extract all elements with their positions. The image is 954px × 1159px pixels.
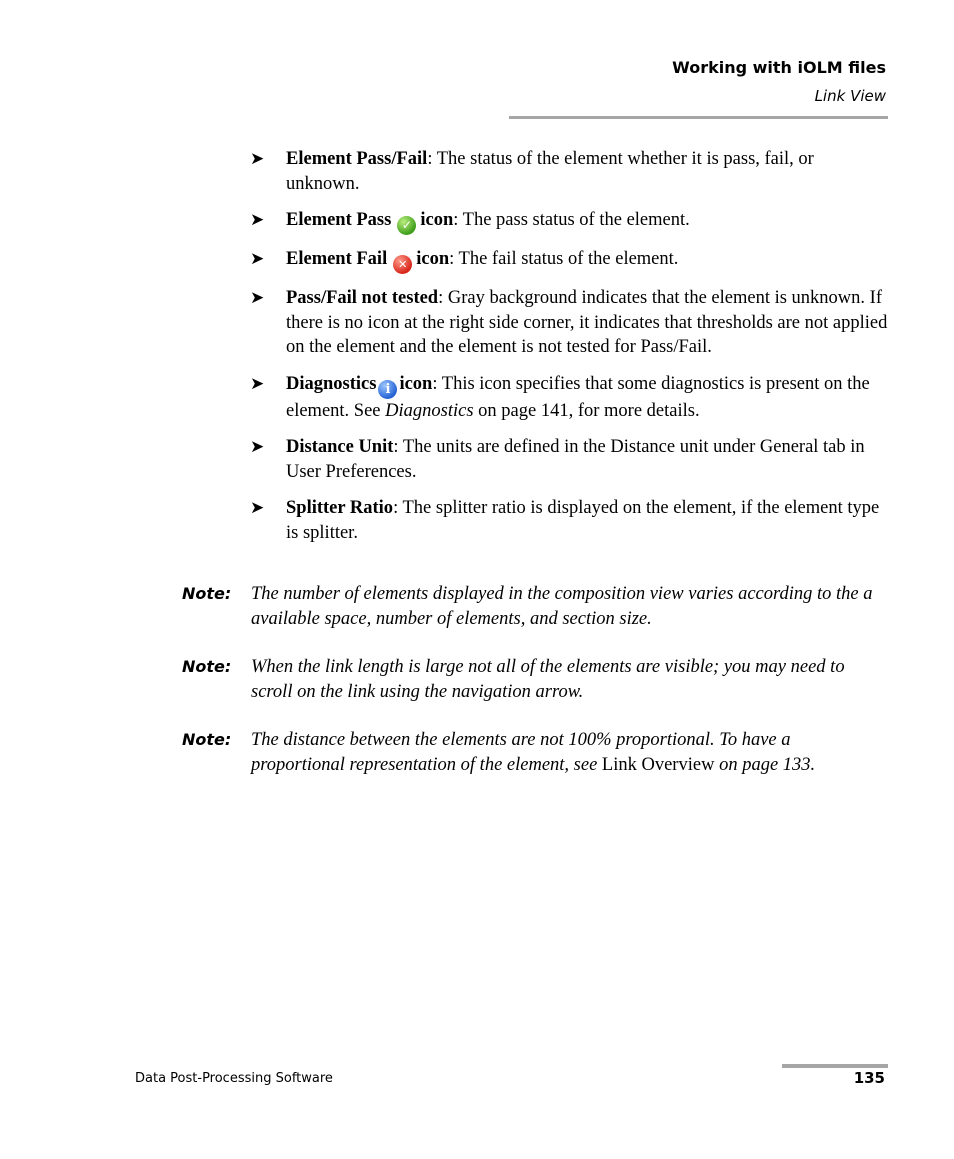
note-text-tail: on page 133. [714, 754, 816, 775]
bullet-term: Element Pass [286, 210, 392, 230]
bullet-text-tail: on page 141, for more details. [473, 400, 700, 421]
arrow-bullet-icon: ➤ [250, 210, 265, 230]
bullet-text: : Gray background indicates that the element is unknown. If there is no icon at the right side corner, it indicates that thresholds are not applied on the element and the element is not tested for Pass/Fail. [286, 288, 888, 357]
note-text: The distance between the elements are not 100% proportional. To have a proportional representation of the element, see [251, 730, 791, 775]
arrow-bullet-icon: ➤ [250, 249, 265, 269]
note-label: Note: [182, 657, 232, 676]
running-header-subtitle: Link View [814, 87, 886, 105]
bullet-text: : The pass status of the element. [453, 210, 690, 230]
bullet-text: : This icon specifies that some diagnostics is present on the element. See [286, 373, 870, 421]
note [182, 655, 882, 704]
bullet-item [250, 435, 890, 484]
arrow-bullet-icon: ➤ [250, 498, 265, 518]
note [182, 582, 882, 631]
bullet-text: : The fail status of the element. [449, 249, 679, 269]
note-label: Note: [182, 584, 232, 603]
note-text: When the link length is large not all of the elements are visible; you may need to scroll on the link using the navigation arrow. [251, 657, 845, 702]
footer-product-name: Data Post-Processing Software [135, 1071, 333, 1086]
footer-rule [782, 1064, 888, 1068]
bullet-item [250, 147, 890, 196]
arrow-bullet-icon: ➤ [250, 437, 265, 457]
bullet-term: Pass/Fail not tested [286, 288, 439, 308]
note-text: The number of elements displayed in the composition view varies according to the a available space, number of elements, and section size. [251, 584, 873, 629]
bullet-term-suffix: icon [416, 249, 450, 269]
bullet-item [250, 208, 890, 235]
bullet-term: Diagnostics [286, 373, 377, 394]
notes-section [182, 582, 882, 801]
bullet-item [250, 286, 890, 360]
header-rule [509, 116, 888, 119]
bullet-list [250, 147, 890, 557]
arrow-bullet-icon: ➤ [250, 373, 265, 394]
cross-reference[interactable]: Link Overview [601, 754, 715, 775]
bullet-term: Element Pass/Fail [286, 149, 428, 169]
running-header-title: Working with iOLM files [672, 58, 886, 77]
bullet-term-suffix: icon [399, 373, 433, 394]
bullet-text: : The status of the element whether it is pass, fail, or unknown. [286, 149, 814, 194]
bullet-item [250, 372, 890, 424]
info-icon: i [378, 380, 397, 399]
cross-reference[interactable]: Diagnostics [385, 400, 474, 421]
bullet-item [250, 247, 890, 274]
bullet-term: Element Fail [286, 249, 388, 269]
note-label: Note: [182, 730, 232, 749]
bullet-item [250, 496, 890, 545]
arrow-bullet-icon: ➤ [250, 149, 265, 169]
pass-check-icon: ✓ [397, 216, 416, 235]
bullet-term: Splitter Ratio [286, 498, 394, 518]
fail-cross-icon: ✕ [393, 255, 412, 274]
bullet-text: : The splitter ratio is displayed on the element, if the element type is splitter. [286, 498, 880, 543]
bullet-term: Distance Unit [286, 437, 394, 457]
page-number: 135 [853, 1069, 885, 1087]
bullet-text: : The units are defined in the Distance unit under General tab in User Preferences. [286, 437, 865, 482]
arrow-bullet-icon: ➤ [250, 288, 265, 308]
bullet-term-suffix: icon [420, 210, 454, 230]
note [182, 728, 882, 777]
